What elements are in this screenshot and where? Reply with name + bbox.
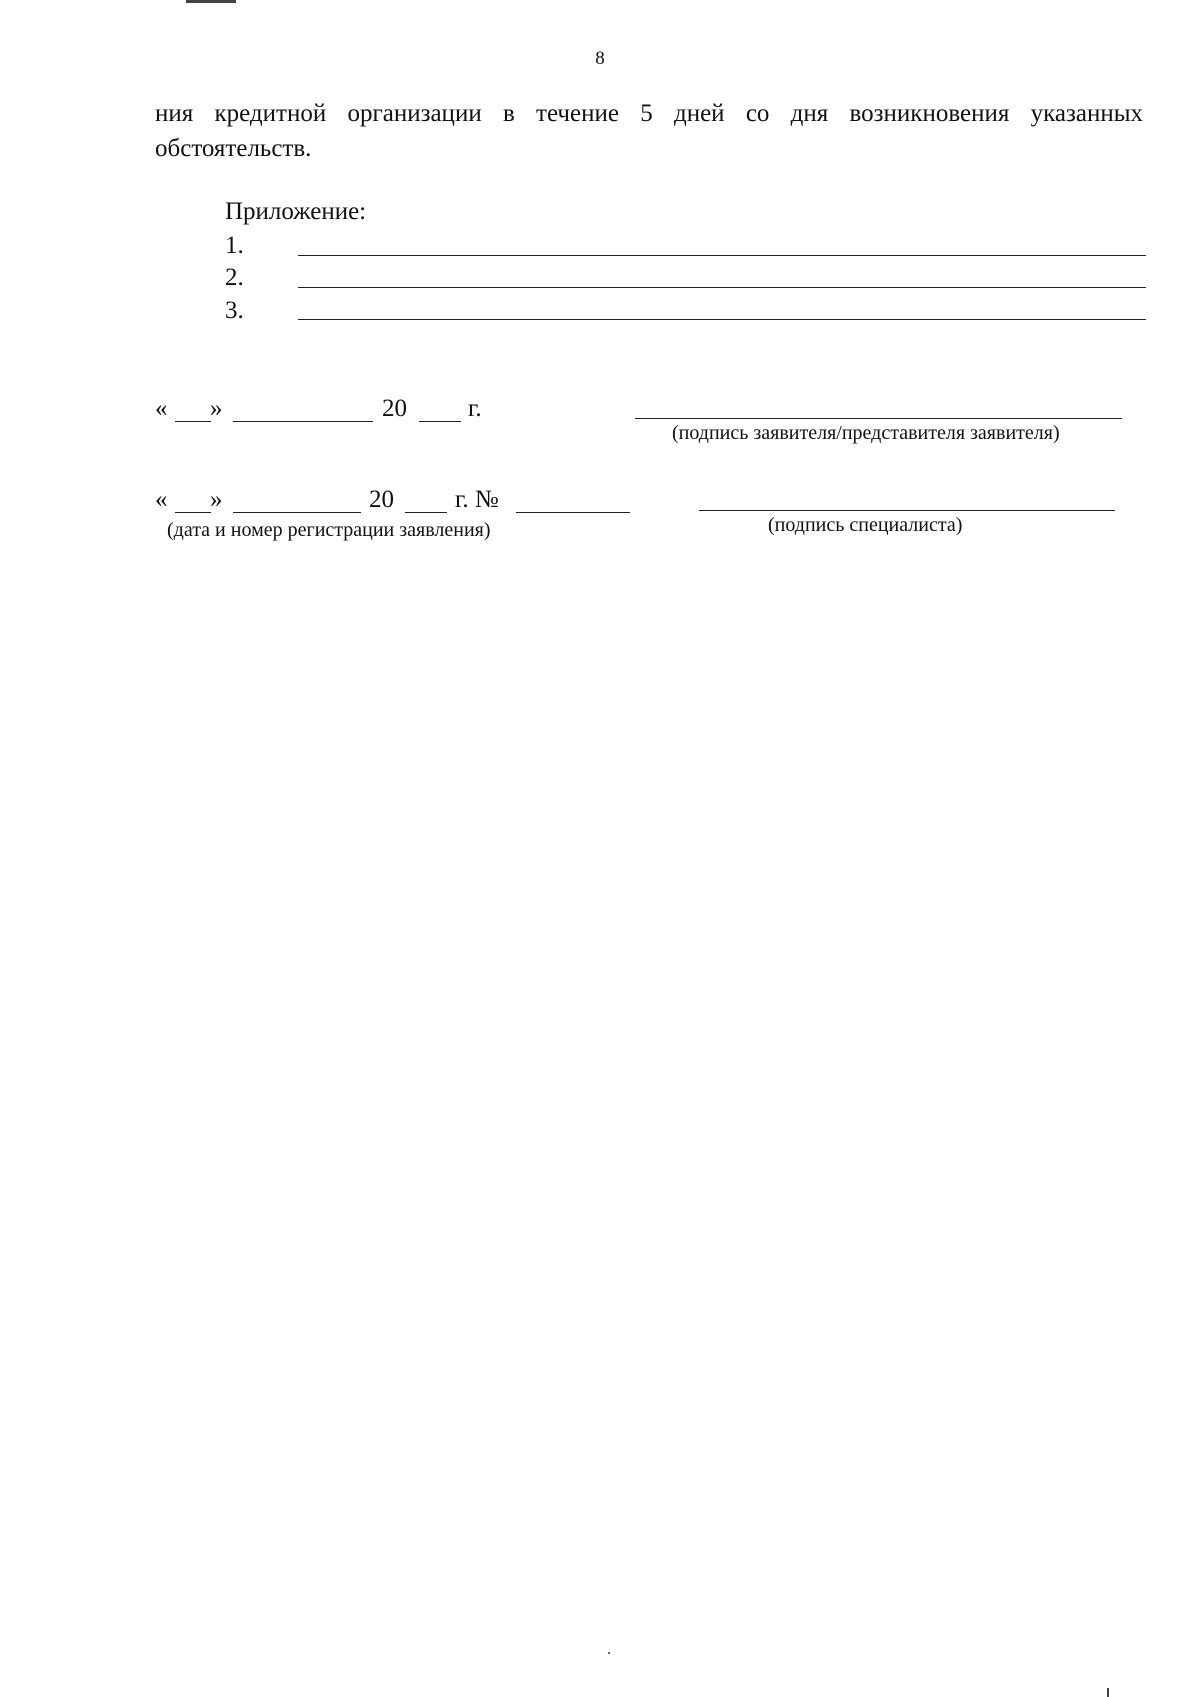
registration-number-field[interactable] — [516, 512, 630, 513]
applicant-date-close-quote: » — [210, 395, 223, 422]
appendix-item-line[interactable] — [298, 319, 1146, 320]
applicant-month-field[interactable] — [233, 421, 373, 422]
registration-day-field[interactable] — [175, 512, 211, 513]
appendix-item-line[interactable] — [298, 287, 1146, 288]
registration-month-field[interactable] — [233, 512, 361, 513]
appendix-title: Приложение: — [225, 198, 367, 225]
scan-artifact-dot — [608, 1652, 610, 1654]
appendix-item-line[interactable] — [298, 255, 1146, 256]
scan-artifact-bottom — [1107, 1688, 1109, 1697]
registration-date-close-quote: » — [210, 486, 223, 513]
applicant-year-field[interactable] — [419, 421, 461, 422]
applicant-day-field[interactable] — [175, 421, 211, 422]
specialist-signature-caption: (подпись специалиста) — [768, 514, 963, 536]
applicant-signature-caption: (подпись заявителя/представителя заявителя) — [672, 422, 1060, 444]
registration-date-open-quote: « — [155, 486, 168, 513]
registration-year-suffix: г. № — [455, 486, 499, 513]
applicant-date-open-quote: « — [155, 395, 168, 422]
body-paragraph: ния кредитной организации в течение 5 дней со дня возникновения указанных обстоятельств. — [155, 100, 1143, 162]
specialist-signature-line[interactable] — [699, 510, 1115, 511]
registration-date-caption: (дата и номер регистрации заявления) — [167, 519, 491, 541]
page-number: 8 — [595, 48, 605, 69]
scan-artifact-top — [186, 0, 236, 3]
applicant-year-suffix: г. — [468, 395, 482, 422]
appendix-item-number: 2. — [225, 264, 244, 291]
appendix-item-number: 3. — [225, 297, 244, 324]
appendix-item-number: 1. — [225, 232, 244, 259]
applicant-signature-line[interactable] — [635, 418, 1122, 419]
registration-year-prefix: 20 — [369, 486, 394, 513]
applicant-year-prefix: 20 — [382, 395, 407, 422]
registration-year-field[interactable] — [405, 512, 447, 513]
